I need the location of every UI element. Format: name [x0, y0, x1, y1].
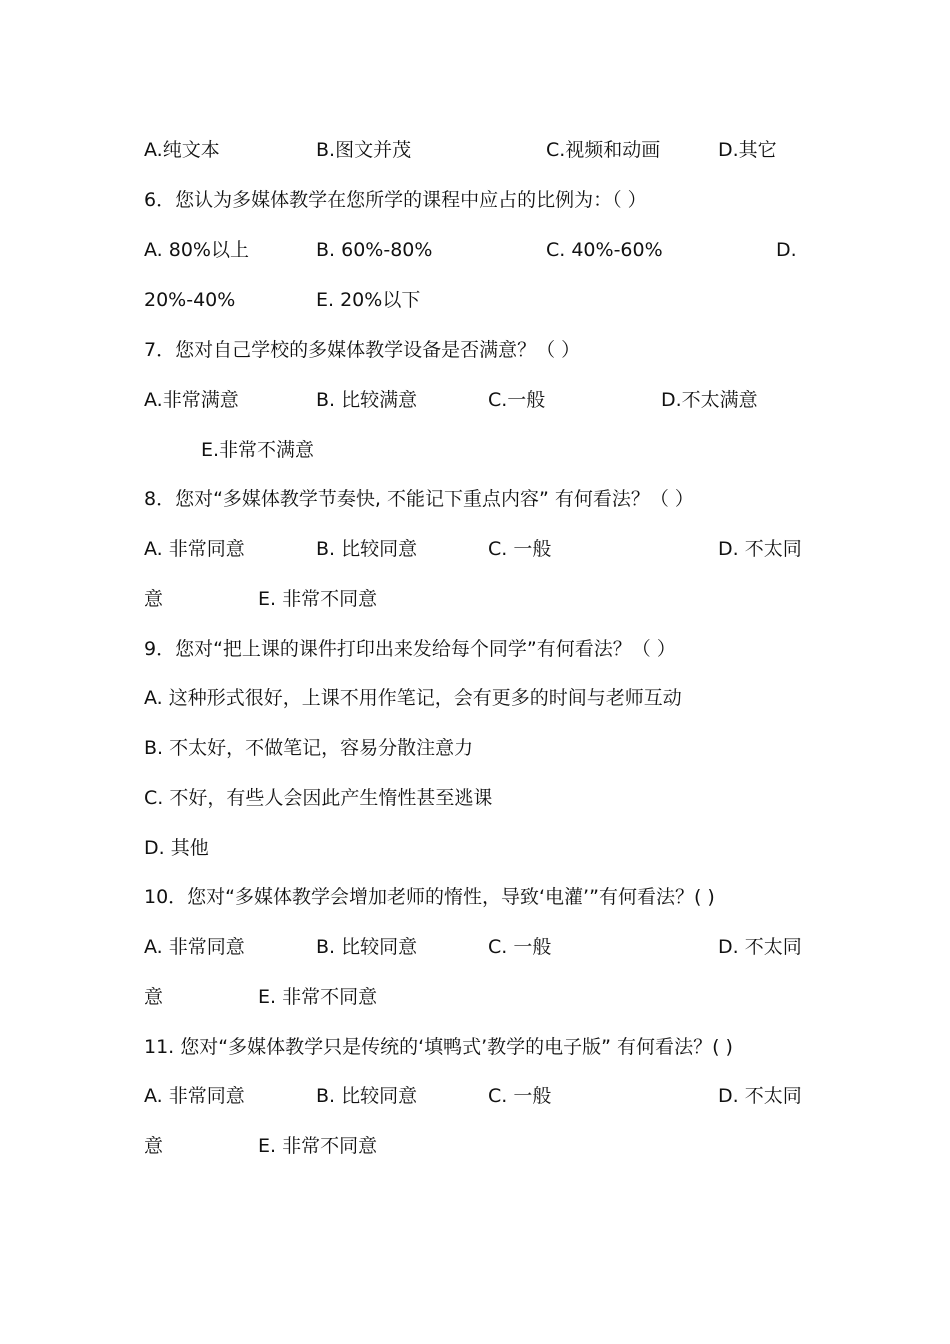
q11-option-e: E. 非常不同意	[258, 1135, 378, 1157]
q8-option-e: E. 非常不同意	[258, 588, 378, 610]
q7-option-a: A.非常满意	[144, 389, 239, 411]
q11-option-c: C. 一般	[488, 1085, 552, 1107]
q10-question: 10．您对“多媒体教学会增加老师的惰性，导致‘电灌’”有何看法？( )	[144, 886, 715, 908]
q5-option-a: A.纯文本	[144, 139, 220, 161]
q8-option-b: B. 比较同意	[316, 538, 418, 560]
q11-option-d: D. 不太同	[718, 1085, 802, 1107]
q10-option-a: A. 非常同意	[144, 936, 245, 958]
q9-option-a: A. 这种形式很好，上课不用作笔记，会有更多的时间与老师互动	[144, 687, 682, 709]
q10-option-d: D. 不太同	[718, 936, 802, 958]
q10-option-d-continued: 意	[144, 986, 164, 1008]
q7-option-d: D.不太满意	[661, 389, 758, 411]
q8-option-a: A. 非常同意	[144, 538, 245, 560]
q10-option-b: B. 比较同意	[316, 936, 418, 958]
q5-option-b: B.图文并茂	[316, 139, 412, 161]
q10-option-c: C. 一般	[488, 936, 552, 958]
q7-option-c: C.一般	[488, 389, 546, 411]
q11-option-a: A. 非常同意	[144, 1085, 245, 1107]
q8-question: 8．您对“多媒体教学节奏快, 不能记下重点内容” 有何看法？（ ）	[144, 488, 694, 510]
q6-option-c: C. 40%-60%	[546, 239, 663, 261]
q7-option-b: B. 比较满意	[316, 389, 418, 411]
q7-option-e: E.非常不满意	[201, 439, 315, 461]
q11-option-d-continued: 意	[144, 1135, 164, 1157]
q6-option-b: B. 60%-80%	[316, 239, 433, 261]
q11-question: 11. 您对“多媒体教学只是传统的‘填鸭式’教学的电子版” 有何看法？( )	[144, 1036, 733, 1058]
q8-option-d: D. 不太同	[718, 538, 802, 560]
q11-option-b: B. 比较同意	[316, 1085, 418, 1107]
q7-question: 7．您对自己学校的多媒体教学设备是否满意？（ ）	[144, 339, 581, 361]
q6-option-a: A. 80%以上	[144, 239, 249, 261]
q9-option-c: C. 不好，有些人会因此产生惰性甚至逃课	[144, 787, 493, 809]
q6-question: 6．您认为多媒体教学在您所学的课程中应占的比例为：（ ）	[144, 189, 647, 211]
q6-option-e: E. 20%以下	[316, 289, 421, 311]
q6-option-d-continued: 20%-40%	[144, 289, 236, 311]
q6-option-d: D.	[776, 239, 797, 261]
q9-question: 9．您对“把上课的课件打印出来发给每个同学”有何看法？（ ）	[144, 638, 676, 660]
q5-option-d: D.其它	[718, 139, 777, 161]
q9-option-b: B. 不太好，不做笔记，容易分散注意力	[144, 737, 474, 759]
q8-option-c: C. 一般	[488, 538, 552, 560]
q9-option-d: D. 其他	[144, 837, 209, 859]
q8-option-d-continued: 意	[144, 588, 164, 610]
q5-option-c: C.视频和动画	[546, 139, 661, 161]
q10-option-e: E. 非常不同意	[258, 986, 378, 1008]
